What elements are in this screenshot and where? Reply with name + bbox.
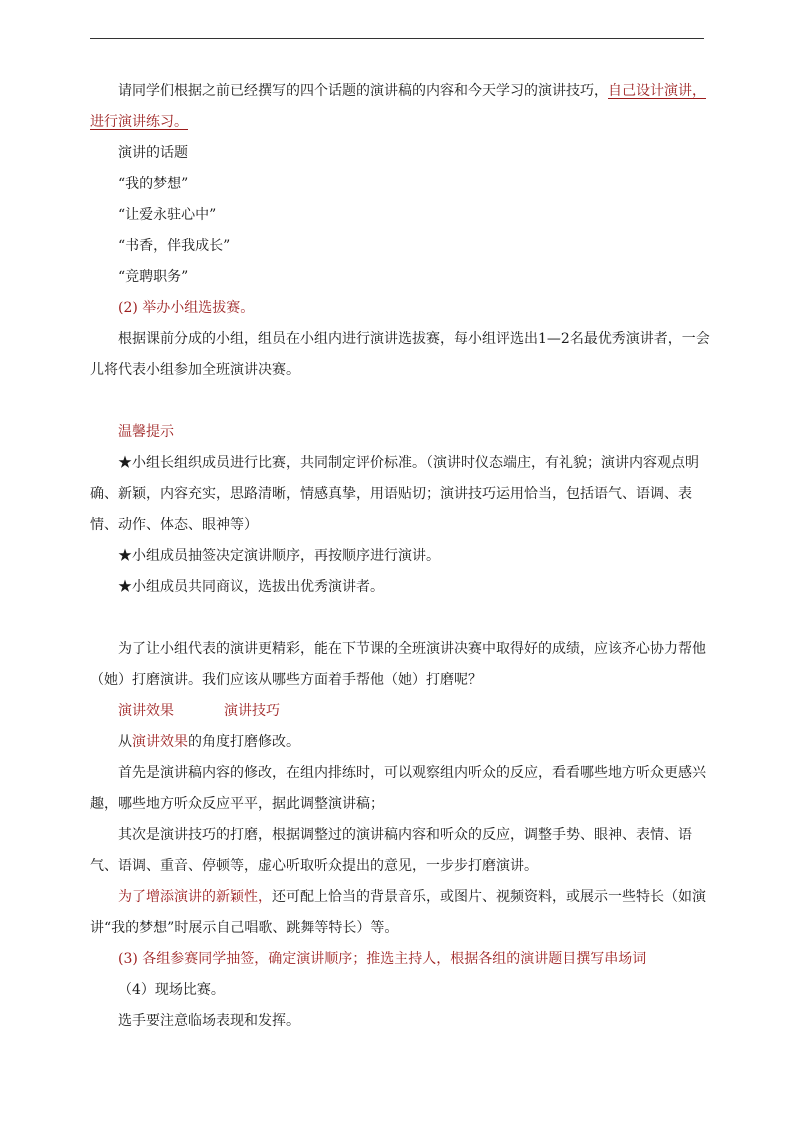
step4-text: 选手要注意临场表现和发挥。 <box>118 1013 300 1029</box>
header-rule <box>90 38 704 39</box>
tip-item: ★小组长组织成员进行比赛，共同制定评价标准。（演讲时仪态端庄，有礼貌；演讲内容观点明确、新颖，内容充实，思路清晰，情感真挚，用语贴切；演讲技巧运用恰当，包括语气、语调、表情、动作、体态、眼神等） <box>90 455 699 533</box>
polish-second: 其次是演讲技巧的打磨，根据调整过的演讲稿内容和听众的反应，调整手势、眼神、表情、语气、语调、重音、停顿等，虚心听取听众提出的意见，一步步打磨演讲。 <box>90 827 692 874</box>
step2-text: 根据课前分成的小组，组员在小组内进行演讲选拔赛，每小组评选出1—2名最优秀演讲者，一会儿将代表小组参加全班演讲决赛。 <box>90 331 710 378</box>
step2-title: (2) 举办小组选拔赛。 <box>118 300 255 316</box>
polish-novelty: 为了增添演讲的新颖性，还可配上恰当的背景音乐，或图片、视频资料，或展示一些特长（如演讲“我的梦想”时展示自己唱歌、跳舞等特长）等。 <box>90 889 706 936</box>
aspect-effect: 演讲效果 <box>118 703 174 719</box>
intro-paragraph-cont <box>90 107 710 138</box>
intro-text: 请同学们根据之前已经撰写的四个话题的演讲稿的内容和今天学习的演讲技巧， <box>118 83 608 99</box>
step4-title: （4）现场比赛。 <box>118 982 225 998</box>
from-highlight: 演讲效果 <box>132 734 188 750</box>
topic-item: “书香，伴我成长” <box>118 238 231 254</box>
tip-item: ★小组成员共同商议，选拔出优秀演讲者。 <box>118 579 384 595</box>
step3-text: (3) 各组参赛同学抽签，确定演讲顺序；推选主持人，根据各组的演讲题目撰写串场词 <box>118 951 647 967</box>
polish-intro: 为了让小组代表的演讲更精彩，能在下节课的全班演讲决赛中取得好的成绩，应该齐心协力帮他（她）打磨演讲。我们应该从哪些方面着手帮他（她）打磨呢？ <box>90 641 706 688</box>
novelty-highlight: 为了增添演讲的新颖性， <box>118 889 272 905</box>
document-body <box>90 76 710 1037</box>
tip-item: ★小组成员抽签决定演讲顺序，再按顺序进行演讲。 <box>118 548 440 564</box>
topics-heading: 演讲的话题 <box>118 145 188 161</box>
polish-first: 首先是演讲稿内容的修改，在组内排练时，可以观察组内听众的反应，看看哪些地方听众更感兴趣，哪些地方听众反应平平，据此调整演讲稿； <box>90 765 706 812</box>
topic-item: “我的梦想” <box>118 176 189 192</box>
topic-item: “竞聘职务” <box>118 269 189 285</box>
topic-item: “让爱永驻心中” <box>118 207 217 223</box>
polish-aspects <box>90 696 710 727</box>
aspect-skill: 演讲技巧 <box>224 703 280 719</box>
intro-paragraph <box>90 76 710 107</box>
intro-highlight: 自己设计演讲， <box>608 83 706 99</box>
intro-highlight-cont: 进行演讲练习。 <box>90 114 188 130</box>
polish-from: 从演讲效果的角度打磨修改。 <box>118 734 300 750</box>
tips-title: 温馨提示 <box>118 424 174 440</box>
